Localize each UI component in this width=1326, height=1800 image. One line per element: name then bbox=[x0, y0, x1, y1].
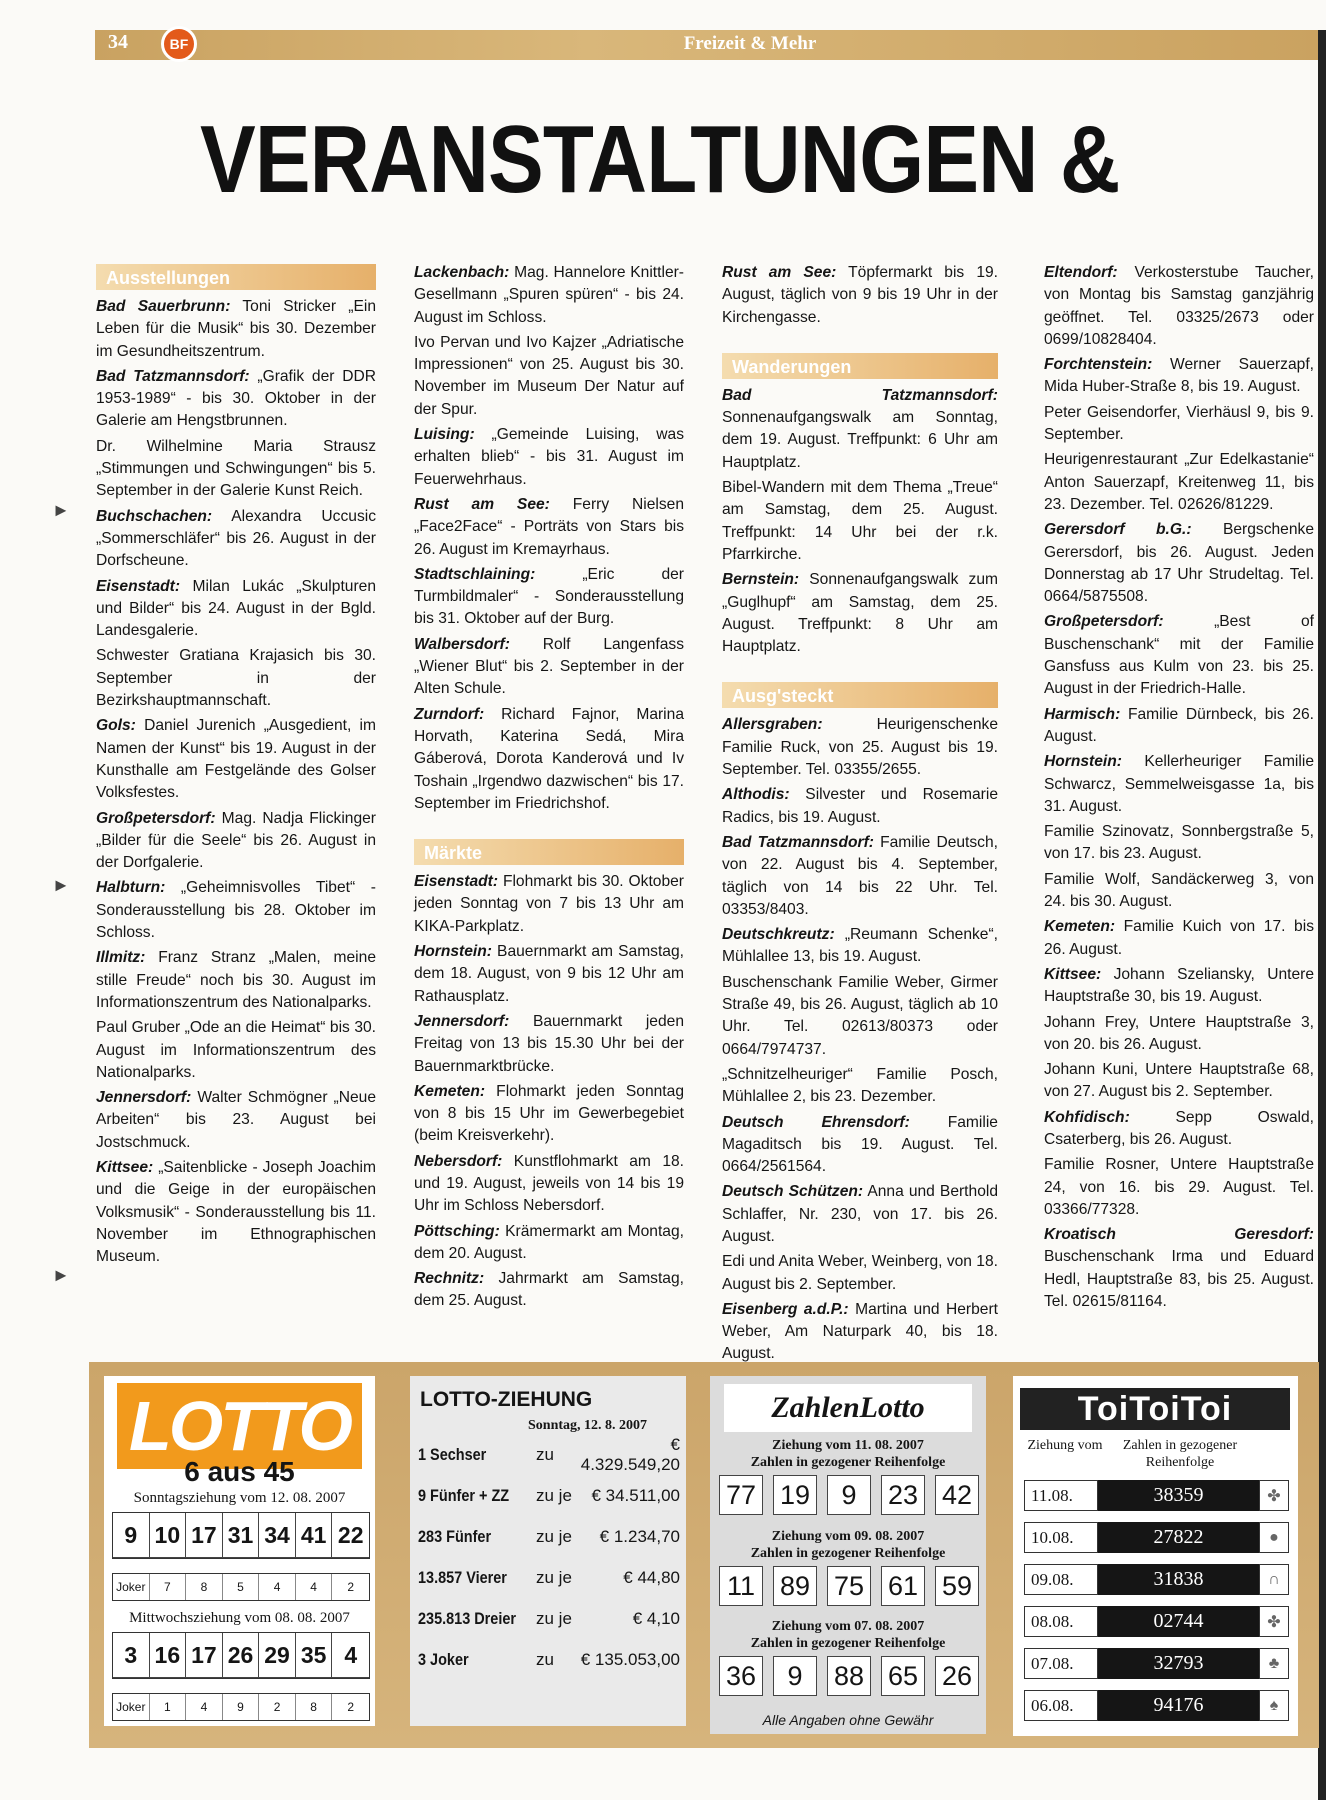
lotto-logo: LOTTO bbox=[117, 1383, 362, 1469]
event-description: „Best of Buschenschank“ mit der Familie Gansfuss aus Kulm von 23. bis 25. August in der Friedrich-Halle. bbox=[1044, 613, 1314, 698]
horseshoe-icon: ∩ bbox=[1259, 1564, 1289, 1595]
event-entry bbox=[96, 296, 376, 363]
lotto-number: 3 bbox=[113, 1633, 150, 1678]
event-location: Bad Tatzmannsdorf: bbox=[722, 833, 874, 851]
toitoitoi-row bbox=[1024, 1690, 1289, 1721]
event-entry bbox=[414, 634, 684, 701]
zahlenlotto-number: 61 bbox=[881, 1566, 925, 1606]
lotto-number: 26 bbox=[223, 1633, 260, 1678]
event-description: Alexandra Uccusic „Sommerschläfer“ bis 26. August in der Dorfscheune. bbox=[96, 507, 376, 570]
event-entry bbox=[722, 714, 998, 781]
event-entry bbox=[722, 832, 998, 921]
joker-digit: 8 bbox=[186, 1574, 223, 1600]
event-description: Dr. Wilhelmine Maria Strausz „Stimmungen und Schwingungen“ bis 5. September in der Galerie Kunst Reich. bbox=[96, 437, 376, 500]
event-entry bbox=[414, 1151, 684, 1218]
event-entry bbox=[96, 506, 376, 573]
event-entry bbox=[722, 1181, 998, 1248]
zahlenlotto-numbers bbox=[719, 1566, 979, 1606]
column-2 bbox=[414, 262, 684, 1316]
event-entry bbox=[414, 332, 684, 421]
lotto-draw2-numbers bbox=[112, 1632, 370, 1679]
event-description: Bauernmarkt jeden Freitag von 13 bis 15.30 Uhr bei der Bauernmarktbrücke. bbox=[414, 1012, 684, 1075]
event-entry bbox=[414, 1081, 684, 1148]
clover-icon: ✤ bbox=[1259, 1480, 1289, 1511]
event-entry bbox=[414, 1011, 684, 1078]
event-entry bbox=[96, 366, 376, 433]
event-entry bbox=[722, 924, 998, 969]
event-location: Eltendorf: bbox=[1044, 264, 1118, 281]
event-entry bbox=[414, 424, 684, 491]
event-entry bbox=[722, 477, 998, 566]
event-entry bbox=[96, 808, 376, 875]
zahlenlotto-number: 11 bbox=[719, 1566, 763, 1606]
event-entry bbox=[414, 564, 684, 631]
event-description: Sonnenaufgangswalk zum „Guglhupf“ am Samstag, dem 25. August. Treffpunkt: 8 Uhr am Hauptplatz. bbox=[722, 571, 998, 656]
zahlenlotto-number: 36 bbox=[719, 1656, 763, 1696]
zahlenlotto-draw-title: Ziehung vom 09. 08. 2007 bbox=[771, 1529, 925, 1544]
zahlenlotto-number: 9 bbox=[827, 1475, 871, 1515]
event-description: Johann Kuni, Untere Hauptstraße 68, von 27. August bis 2. September. bbox=[1044, 1061, 1314, 1101]
lotto-number: 34 bbox=[259, 1513, 296, 1558]
event-entry bbox=[414, 871, 684, 938]
lotto-number: 22 bbox=[332, 1513, 369, 1558]
event-description: „Saitenblicke - Joseph Joachim und die Geige in der europäischen Volksmusik“ - Sonderausstellung bis 11. November im Ethnographischen Museum. bbox=[96, 1158, 376, 1266]
event-description: Familie Szinovatz, Sonnbergstraße 5, von 17. bis 23. August. bbox=[1044, 823, 1314, 863]
event-entry bbox=[1044, 964, 1314, 1009]
event-entry bbox=[722, 569, 998, 658]
prize-zu: zu je bbox=[536, 1609, 572, 1628]
event-location: Zurndorf: bbox=[414, 705, 485, 723]
joker-digit: 2 bbox=[347, 1580, 355, 1594]
prize-count: 3 Joker bbox=[418, 1650, 469, 1669]
section-heading: Wanderungen bbox=[722, 353, 998, 379]
event-entry bbox=[1044, 1012, 1314, 1057]
event-location: Luising: bbox=[414, 426, 475, 444]
event-entry bbox=[414, 1268, 684, 1313]
event-description: Krämermarkt am Montag, dem 20. August. bbox=[414, 1222, 684, 1262]
margin-arrow-icon: ► bbox=[52, 875, 70, 895]
zahlenlotto-number: 77 bbox=[719, 1475, 763, 1515]
event-location: Lackenbach: bbox=[414, 264, 510, 281]
event-entry bbox=[96, 1087, 376, 1154]
event-location: Hornstein: bbox=[414, 943, 492, 961]
lotto-draw2-joker bbox=[112, 1693, 370, 1721]
zahlenlotto-draw-subtitle: Zahlen in gezogener Reihenfolge bbox=[750, 1546, 946, 1561]
event-location: Gerersdorf b.G.: bbox=[1044, 521, 1192, 539]
event-description: Sonnenaufgangswalk am Sonntag, dem 19. August. Treffpunkt: 6 Uhr am Hauptplatz. bbox=[722, 409, 998, 471]
toitoitoi-number: 94176 bbox=[1098, 1690, 1259, 1721]
prize-amount: € 4.329.549,20 bbox=[580, 1435, 680, 1474]
event-description: Daniel Jurenich „Ausgedient, im Namen der Kunst“ bis 19. August in der Kunsthalle am Festgelände des Golser Volksfestes. bbox=[96, 717, 376, 802]
prize-count: 9 Fünfer + ZZ bbox=[418, 1486, 510, 1505]
event-description: Familie Deutsch, von 22. August bis 4. September, täglich von 14 bis 22 Uhr. Tel. 03353/8403. bbox=[722, 833, 998, 918]
event-entry bbox=[414, 704, 684, 815]
event-location: Bernstein: bbox=[722, 571, 800, 589]
event-entry bbox=[96, 576, 376, 643]
event-description: Johann Frey, Untere Hauptstraße 3, von 20. bis 26. August. bbox=[1044, 1013, 1314, 1053]
column-1 bbox=[96, 262, 376, 1271]
toitoitoi-number: 38359 bbox=[1098, 1480, 1259, 1511]
event-description: Kunstflohmarkt am 18. und 19. August, jeweils von 14 bis 19 Uhr im Schloss Nebersdorf. bbox=[414, 1152, 684, 1215]
event-entry bbox=[414, 941, 684, 1008]
event-location: Nebersdorf: bbox=[414, 1152, 503, 1170]
joker-digit: 9 bbox=[223, 1694, 260, 1720]
event-location: Deutsch Schützen: bbox=[722, 1183, 864, 1201]
zahlenlotto-number: 42 bbox=[935, 1475, 979, 1515]
event-description: Toni Stricker „Ein Leben für die Musik“ bis 30. Dezember im Gesundheitszentrum. bbox=[96, 298, 377, 360]
zahlenlotto-numbers bbox=[719, 1656, 979, 1696]
event-location: Forchtenstein: bbox=[1044, 356, 1153, 374]
event-location: Bad Tatzmannsdorf: bbox=[722, 386, 998, 404]
joker-digit: 2 bbox=[259, 1694, 296, 1720]
event-entry bbox=[1044, 262, 1314, 351]
joker-digit: 7 bbox=[150, 1574, 187, 1600]
joker-label: Joker bbox=[113, 1694, 150, 1720]
event-entry bbox=[722, 972, 998, 1061]
column-3 bbox=[722, 262, 998, 1369]
toitoitoi-date: 06.08. bbox=[1024, 1690, 1098, 1721]
event-description: Bauernmarkt am Samstag, dem 18. August, von 9 bis 12 Uhr am Rathausplatz. bbox=[414, 943, 684, 1005]
event-location: Buchschachen: bbox=[96, 507, 213, 525]
toitoitoi-date: 08.08. bbox=[1024, 1606, 1098, 1637]
event-description: Familie Dürnbeck, bis 26. August. bbox=[1044, 705, 1314, 745]
event-location: Jennersdorf: bbox=[96, 1089, 192, 1107]
joker-digit: 2 bbox=[347, 1700, 355, 1714]
event-description: Flohmarkt bis 30. Oktober jeden Sonntag von 7 bis 13 Uhr am KIKA-Parkplatz. bbox=[414, 873, 684, 935]
event-entry bbox=[1044, 1154, 1314, 1221]
event-description: Milan Lukác „Skulpturen und Bilder“ bis 24. August in der Bgld. Landesgalerie. bbox=[96, 577, 376, 640]
event-description: Mag. Nadja Flickinger „Bilder für die Seele“ bis 26. August in der Dorfgalerie. bbox=[96, 809, 376, 872]
prize-count: 235.813 Dreier bbox=[418, 1609, 517, 1628]
lotto-number: 17 bbox=[186, 1513, 223, 1558]
event-description: Familie Wolf, Sandäckerweg 3, von 24. bis 30. August. bbox=[1044, 870, 1314, 911]
event-description: Flohmarkt jeden Sonntag von 8 bis 15 Uhr im Gewerbegebiet (beim Kreisverkehr). bbox=[414, 1082, 684, 1145]
zahlenlotto-disclaimer: Alle Angaben ohne Gewähr bbox=[762, 1712, 934, 1728]
event-location: Kittsee: bbox=[96, 1158, 154, 1176]
event-entry bbox=[1044, 1059, 1314, 1104]
prize-row bbox=[418, 1645, 680, 1675]
zahlenlotto-number: 65 bbox=[881, 1656, 925, 1696]
lotto-number: 4 bbox=[332, 1633, 369, 1678]
toitoitoi-box bbox=[1013, 1376, 1298, 1736]
publication-logo: BF bbox=[161, 26, 197, 62]
event-entry bbox=[96, 715, 376, 804]
event-location: Rust am See: bbox=[414, 495, 550, 513]
mushroom-icon: ♠ bbox=[1259, 1690, 1289, 1721]
toitoitoi-date-header: Ziehung vom bbox=[1027, 1438, 1103, 1453]
event-location: Bad Sauerbrunn: bbox=[96, 298, 231, 315]
event-location: Eisenstadt: bbox=[96, 577, 181, 595]
event-location: Bad Tatzmannsdorf: bbox=[96, 367, 250, 385]
event-description: Buschenschank Familie Weber, Girmer Straße 49, bis 26. August, täglich ab 10 Uhr. Tel. 02613/80373 oder 0664/7974737. bbox=[722, 973, 998, 1058]
event-entry bbox=[1044, 1224, 1314, 1313]
event-description: Mag. Hannelore Knittler-Gesellmann „Spuren spüren“ - bis 24. August im Schloss. bbox=[414, 264, 684, 326]
prize-amount: € 34.511,00 bbox=[591, 1486, 680, 1505]
zahlenlotto-draw-subtitle: Zahlen in gezogener Reihenfolge bbox=[750, 1636, 946, 1651]
prize-row bbox=[418, 1435, 680, 1474]
toitoitoi-date: 07.08. bbox=[1024, 1648, 1098, 1679]
joker-digit: 1 bbox=[150, 1694, 187, 1720]
toitoitoi-row bbox=[1024, 1522, 1289, 1553]
event-location: Stadtschlaining: bbox=[414, 565, 536, 583]
page-edge bbox=[1318, 30, 1326, 1800]
prize-zu: zu bbox=[536, 1650, 554, 1669]
event-description: Verkosterstube Taucher, von Montag bis Samstag ganzjährig geöffnet. Tel. 03325/2673 oder 0699/10828404. bbox=[1044, 264, 1314, 348]
event-location: Eisenstadt: bbox=[414, 873, 499, 891]
zahlenlotto-number: 19 bbox=[773, 1475, 817, 1515]
event-description: Franz Stranz „Malen, meine stille Freude“ noch bis 30. August im Informationszentrum des Nationalparks. bbox=[96, 949, 376, 1011]
event-entry bbox=[96, 436, 376, 503]
prize-amount: € 4,10 bbox=[632, 1609, 680, 1628]
event-description: Bibel-Wandern mit dem Thema „Treue“ am Samstag, dem 25. August. Treffpunkt: 14 Uhr bei der r.k. Pfarrkirche. bbox=[722, 479, 998, 563]
event-entry bbox=[722, 1251, 998, 1296]
event-description: „Eric der Turmbildmaler“ - Sonderausstellung bis 31. Oktober auf der Burg. bbox=[414, 565, 684, 628]
event-entry bbox=[96, 1157, 376, 1268]
zahlenlotto-number: 89 bbox=[773, 1566, 817, 1606]
event-description: „Reumann Schenke“, Mühlallee 13, bis 19. August. bbox=[722, 926, 998, 966]
event-entry bbox=[414, 494, 684, 561]
event-description: Silvester und Rosemarie Radics, bis 19. August. bbox=[722, 786, 998, 826]
zahlenlotto-number: 26 bbox=[935, 1656, 979, 1696]
prize-zu: zu bbox=[536, 1445, 554, 1464]
zahlenlotto-draw-caption bbox=[710, 1437, 986, 1471]
zahlenlotto-draw-title: Ziehung vom 07. 08. 2007 bbox=[771, 1619, 925, 1634]
prize-count: 283 Fünfer bbox=[418, 1527, 492, 1546]
zahlenlotto-logo: ZahlenLotto bbox=[724, 1384, 972, 1432]
event-description: Familie Kuich von 17. bis 26. August. bbox=[1044, 918, 1314, 958]
event-entry bbox=[1044, 354, 1314, 399]
event-location: Illmitz: bbox=[96, 949, 146, 967]
toitoitoi-row bbox=[1024, 1564, 1289, 1595]
lotto-number: 10 bbox=[150, 1513, 187, 1558]
prize-row bbox=[418, 1563, 680, 1593]
toitoitoi-numbers-header: Zahlen in gezogener Reihenfolge bbox=[1122, 1438, 1238, 1470]
prize-count: 13.857 Vierer bbox=[418, 1568, 507, 1587]
event-entry bbox=[722, 1112, 998, 1179]
event-description: Jahrmarkt am Samstag, dem 25. August. bbox=[414, 1270, 684, 1310]
event-description: Familie Rosner, Untere Hauptstraße 24, von 16. bis 29. August. Tel. 03366/77328. bbox=[1044, 1156, 1314, 1218]
event-entry bbox=[96, 947, 376, 1014]
event-entry bbox=[1044, 751, 1314, 818]
joker-label: Joker bbox=[113, 1574, 150, 1600]
event-entry bbox=[722, 1064, 998, 1109]
event-location: Rust am See: bbox=[722, 264, 837, 281]
zahlenlotto-number: 88 bbox=[827, 1656, 871, 1696]
zahlenlotto-number: 59 bbox=[935, 1566, 979, 1606]
prize-zu: zu je bbox=[536, 1486, 572, 1505]
lotto-number: 31 bbox=[223, 1513, 260, 1558]
lotto-number: 9 bbox=[113, 1513, 150, 1558]
event-description: „Geheimnisvolles Tibet“ - Sonderausstellung bis 28. Oktober im Schloss. bbox=[96, 879, 376, 942]
event-entry bbox=[1044, 869, 1314, 914]
event-description: „Grafik der DDR 1953-1989“ - bis 30. Oktober in der Galerie am Hengstbrunnen. bbox=[96, 367, 376, 430]
event-description: Johann Szeliansky, Untere Hauptstraße 30, bis 19. August. bbox=[1044, 965, 1314, 1006]
event-location: Deutsch Ehrensdorf: bbox=[722, 1113, 910, 1131]
event-entry bbox=[722, 262, 998, 329]
lotto-ziehung-title: LOTTO-ZIEHUNG bbox=[420, 1388, 593, 1411]
event-description: „Gemeinde Luising, was erhalten blieb“ - bis 31. August im Feuerwehrhaus. bbox=[414, 426, 684, 488]
event-location: Kemeten: bbox=[1044, 918, 1116, 936]
event-entry bbox=[1044, 449, 1314, 516]
zahlenlotto-number: 23 bbox=[881, 1475, 925, 1515]
lotto-draw2-caption: Mittwochsziehung vom 08. 08. 2007 bbox=[129, 1610, 350, 1626]
joker-digit: 4 bbox=[296, 1574, 333, 1600]
event-description: „Schnitzelheuriger“ Familie Posch, Mühlallee 2, bis 23. Dezember. bbox=[722, 1065, 998, 1106]
section-heading: Ausstellungen bbox=[96, 264, 376, 290]
event-location: Deutschkreutz: bbox=[722, 926, 835, 944]
prize-amount: € 44,80 bbox=[623, 1568, 680, 1587]
event-description: Töpfermarkt bis 19. August, täglich von 9 bis 19 Uhr in der Kirchengasse. bbox=[722, 264, 998, 326]
clover-icon: ✤ bbox=[1259, 1606, 1289, 1637]
section-label: Freizeit & Mehr bbox=[683, 33, 817, 54]
margin-arrow-icon: ► bbox=[52, 1265, 70, 1285]
event-description: Schwester Gratiana Krajasich bis 30. September in der Bezirkshauptmannschaft. bbox=[96, 647, 376, 710]
zahlenlotto-draw-title: Ziehung vom 11. 08. 2007 bbox=[772, 1438, 924, 1453]
event-entry bbox=[1044, 519, 1314, 608]
zahlenlotto-number: 9 bbox=[773, 1656, 817, 1696]
pig-icon: ● bbox=[1259, 1522, 1289, 1553]
margin-arrow-icon: ► bbox=[52, 500, 70, 520]
event-entry bbox=[414, 262, 684, 329]
event-description: Rolf Langenfass „Wiener Blut“ bis 2. September in der Alten Schule. bbox=[414, 635, 684, 698]
prize-row bbox=[418, 1481, 680, 1511]
event-description: Heurigenschenke Familie Ruck, von 25. August bis 19. September. Tel. 03355/2655. bbox=[722, 716, 998, 779]
toitoitoi-row bbox=[1024, 1648, 1289, 1679]
event-location: Kittsee: bbox=[1044, 965, 1102, 983]
event-description: Familie Magaditsch bis 19. August. Tel. 0664/2561564. bbox=[722, 1113, 998, 1176]
event-description: Martina und Herbert Weber, Am Naturpark 40, bis 18. August. bbox=[722, 1300, 998, 1363]
joker-digit: 4 bbox=[186, 1694, 223, 1720]
event-description: Werner Sauerzapf, Mida Huber-Straße 8, bis 19. August. bbox=[1044, 356, 1314, 396]
event-location: Kemeten: bbox=[414, 1082, 486, 1100]
toitoitoi-logo: ToiToiToi bbox=[1020, 1388, 1290, 1430]
event-entry bbox=[1044, 402, 1314, 447]
event-entry bbox=[722, 784, 998, 829]
prize-zu: zu je bbox=[536, 1568, 572, 1587]
lotto-number: 17 bbox=[186, 1633, 223, 1678]
event-description: Paul Gruber „Ode an die Heimat“ bis 30. August im Informationszentrum des Nationalparks. bbox=[96, 1019, 376, 1081]
lotto-draw1-joker bbox=[112, 1573, 370, 1601]
section-heading: Ausg'steckt bbox=[722, 682, 998, 708]
joker-digit: 4 bbox=[259, 1574, 296, 1600]
event-entry bbox=[1044, 611, 1314, 700]
joker-digit: 5 bbox=[223, 1574, 260, 1600]
toitoitoi-number: 02744 bbox=[1098, 1606, 1259, 1637]
zahlenlotto-numbers bbox=[719, 1475, 979, 1515]
event-location: Halbturn: bbox=[96, 879, 166, 897]
lotto-game-title: 6 aus 45 bbox=[184, 1456, 295, 1487]
prize-row bbox=[418, 1522, 680, 1552]
event-description: Kellerheuriger Familie Schwarcz, Semmelweisgasse 1a, bis 31. August. bbox=[1044, 753, 1314, 815]
event-entry bbox=[722, 385, 998, 474]
lotto-number: 41 bbox=[296, 1513, 333, 1558]
event-location: Kohfidisch: bbox=[1044, 1108, 1130, 1126]
column-4 bbox=[1044, 262, 1314, 1316]
toitoitoi-row bbox=[1024, 1480, 1289, 1511]
event-description: Ferry Nielsen „Face2Face“ - Porträts von Stars bis 26. August im Kremayrhaus. bbox=[414, 495, 684, 558]
section-heading: Märkte bbox=[414, 839, 684, 865]
zahlenlotto-draw-caption bbox=[710, 1618, 986, 1652]
lotto-number: 16 bbox=[150, 1633, 187, 1678]
prize-amount: € 1.234,70 bbox=[599, 1527, 680, 1546]
event-description: Bergschenke Gerersdorf, bis 26. August. Jeden Donnerstag ab 17 Uhr Strudeltag. Tel. 0664/5875508. bbox=[1044, 521, 1314, 606]
lotto-number: 35 bbox=[296, 1633, 333, 1678]
toitoitoi-date: 11.08. bbox=[1024, 1480, 1098, 1511]
zahlenlotto-number: 75 bbox=[827, 1566, 871, 1606]
event-description: Heurigenrestaurant „Zur Edelkastanie“ Anton Sauerzapf, Kreitenweg 11, bis 23. Dezember. Tel. 02626/81229. bbox=[1044, 451, 1314, 513]
event-description: Walter Schmögner „Neue Arbeiten“ bis 23. August bei Jostschmuck. bbox=[96, 1089, 376, 1151]
toitoitoi-row bbox=[1024, 1606, 1289, 1637]
event-description: Sepp Oswald, Csaterberg, bis 26. August. bbox=[1044, 1108, 1314, 1148]
toitoitoi-number: 32793 bbox=[1098, 1648, 1259, 1679]
event-description: Buschenschank Irma und Eduard Hedl, Hauptstraße 83, bis 25. August. Tel. 02615/81164. bbox=[1044, 1248, 1314, 1311]
zahlenlotto-draw-caption bbox=[710, 1528, 986, 1562]
toitoitoi-number: 31838 bbox=[1098, 1564, 1259, 1595]
lotto-ziehung-date: Sonntag, 12. 8. 2007 bbox=[528, 1418, 648, 1433]
event-location: Harmisch: bbox=[1044, 705, 1121, 723]
page-headline: VERANSTALTUNGEN & bbox=[200, 106, 1120, 213]
prize-amount: € 135.053,00 bbox=[580, 1650, 680, 1669]
event-description: Peter Geisendorfer, Vierhäusl 9, bis 9. September. bbox=[1044, 403, 1314, 444]
event-location: Kroatisch Geresdorf: bbox=[1044, 1226, 1314, 1244]
toitoitoi-number: 27822 bbox=[1098, 1522, 1259, 1553]
event-location: Eisenberg a.d.P.: bbox=[722, 1300, 849, 1318]
event-description: Anna und Berthold Schlaffer, Nr. 230, von 17. bis 26. August. bbox=[722, 1183, 999, 1245]
prize-zu: zu je bbox=[536, 1527, 572, 1546]
prize-row bbox=[418, 1604, 680, 1634]
event-entry bbox=[414, 1221, 684, 1266]
event-location: Jennersdorf: bbox=[414, 1012, 510, 1030]
event-location: Allersgraben: bbox=[722, 716, 823, 734]
page-number: 34 bbox=[108, 31, 128, 53]
toitoitoi-date: 10.08. bbox=[1024, 1522, 1098, 1553]
event-entry bbox=[96, 877, 376, 944]
joker-digit: 8 bbox=[296, 1694, 333, 1720]
event-description: Ivo Pervan und Ivo Kajzer „Adriatische Impressionen“ von 25. August bis 30. November im Museum Der Natur auf der Spur. bbox=[414, 333, 684, 418]
event-description: Edi und Anita Weber, Weinberg, von 18. August bis 2. September. bbox=[722, 1253, 998, 1293]
prize-count: 1 Sechser bbox=[418, 1445, 487, 1464]
chimney-sweep-icon: ♣ bbox=[1259, 1648, 1289, 1679]
event-entry bbox=[722, 1299, 998, 1366]
event-location: Althodis: bbox=[722, 786, 790, 804]
event-location: Hornstein: bbox=[1044, 753, 1122, 771]
event-entry bbox=[1044, 821, 1314, 866]
event-location: Großpetersdorf: bbox=[96, 809, 216, 827]
event-location: Gols: bbox=[96, 717, 136, 735]
event-location: Großpetersdorf: bbox=[1044, 613, 1164, 631]
lotto-number: 29 bbox=[259, 1633, 296, 1678]
event-location: Pöttsching: bbox=[414, 1222, 500, 1240]
event-entry bbox=[96, 645, 376, 712]
event-location: Walbersdorf: bbox=[414, 635, 510, 653]
lotto-draw1-numbers bbox=[112, 1512, 370, 1559]
event-location: Rechnitz: bbox=[414, 1270, 485, 1288]
lotto-draw1-caption: Sonntagsziehung vom 12. 08. 2007 bbox=[133, 1490, 346, 1506]
event-description: Richard Fajnor, Marina Horvath, Katerina Sedá, Mira Gáberová, Dorota Kanderová und Iv Toshain „Irgendwo dazwischen“ bis 17. September im Friedrichshof. bbox=[414, 705, 684, 812]
toitoitoi-date: 09.08. bbox=[1024, 1564, 1098, 1595]
event-entry bbox=[1044, 916, 1314, 961]
event-entry bbox=[1044, 1107, 1314, 1152]
event-entry bbox=[1044, 704, 1314, 749]
event-entry bbox=[96, 1017, 376, 1084]
zahlenlotto-draw-subtitle: Zahlen in gezogener Reihenfolge bbox=[750, 1455, 946, 1470]
